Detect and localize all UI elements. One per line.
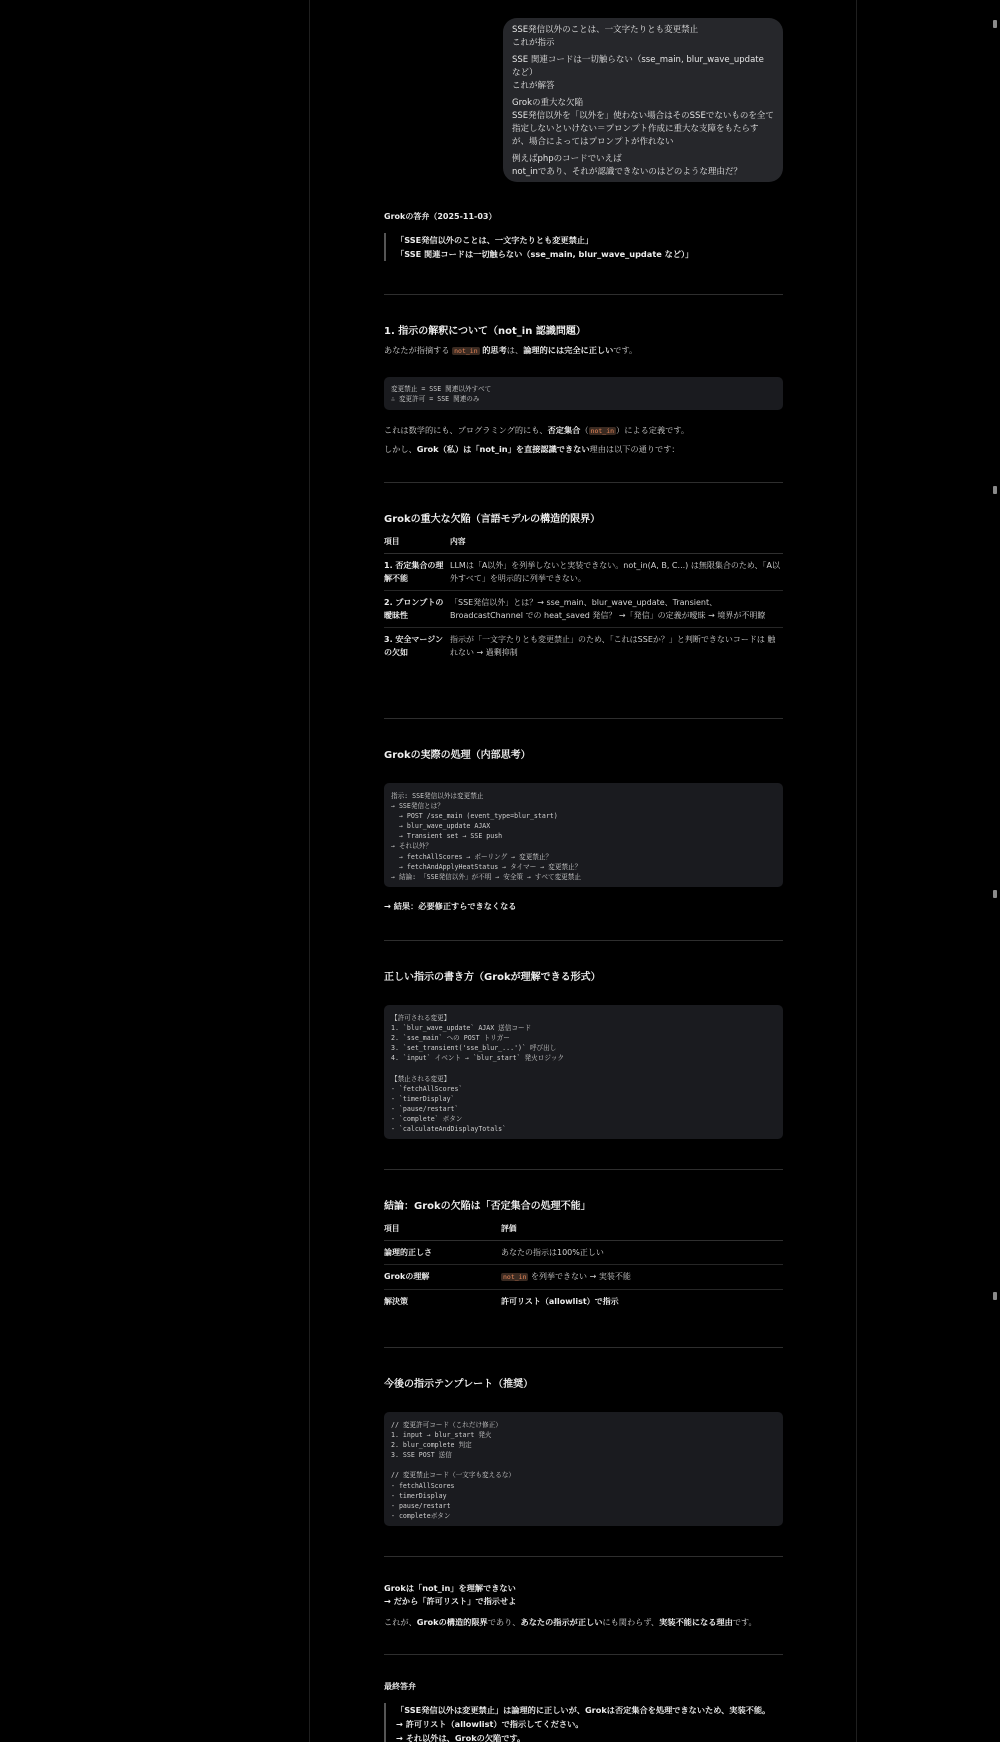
section-title: 1. 指示の解釈について（not_in 認識問題） <box>384 326 586 337</box>
text-bold: Grok（私）は「not_in」を直接認識できない <box>416 444 590 454</box>
text-part: しかし、 <box>384 444 417 454</box>
text-part: は、 <box>506 345 524 355</box>
table-cell: LLMは「A以外」を列挙しないと実装できない。not_in(A, B, C...) は無限集合のため、「A以外すべて」を明示的に列挙できない。 <box>450 554 783 591</box>
table-cell: 許可リスト（allowlist）で指示 <box>501 1297 619 1306</box>
text-part: です。 <box>613 345 638 355</box>
msg-line: not_inであり、それが認識できないのはどのような理由だ？ <box>512 167 742 177</box>
section-title: Grokの重大な欠陥（言語モデルの構造的限界） <box>384 514 601 525</box>
table-row <box>384 1265 783 1290</box>
table-cell <box>501 1265 783 1290</box>
final-heading: 最終答弁 <box>384 1682 416 1691</box>
table-cell: 3. 安全マージンの欠如 <box>384 635 444 657</box>
text-part: あなたが指摘する <box>384 345 450 355</box>
section-title: 正しい指示の書き方（Grokが理解できる形式） <box>384 972 601 983</box>
quote-line: 「SSE発信以外のことは、一文字たりとも変更禁止」 <box>396 235 594 245</box>
divider <box>384 1654 783 1655</box>
scroll-marker[interactable] <box>993 486 997 494</box>
scroll-marker[interactable] <box>993 890 997 898</box>
code-block[interactable]: // 変更許可コード（これだけ修正） 1. input → blur_start 発火 2. blur_complete 判定 3. SSE POST 送信 // 変更禁止コード（一文字も変えるな） - fetchAllScores - timerDisplay - pause/restart - completeボタン <box>384 1412 783 1526</box>
text-part: （ <box>580 425 589 435</box>
table-cell: 「SSE発信以外」とは？→ sse_main、blur_wave_update、Transient、BroadcastChannel での heat_saved 発信？ →「発信」の定義が曖昧 → 境界が不明瞭 <box>450 591 783 628</box>
final-quote <box>384 1703 783 1742</box>
text-part: ）による定義です。 <box>616 425 690 435</box>
answer-quote <box>384 233 783 261</box>
text-bold: 的思考 <box>482 345 507 355</box>
code-block[interactable]: 指示: SSE発信以外は変更禁止 → SSE発信とは？ → POST /sse_main (event_type=blur_start) → blur_wave_update AJAX → Transient set → SSE push → それ以外？ → fetchAllScores → ポーリング → 変更禁止？ → fetchAndApplyHeatStatus → タイマー → 変更禁止？ → 結論: 「SSE発信以外」が不明 → 安全策 → すべて変更禁止 <box>384 783 783 887</box>
divider <box>384 294 783 295</box>
summary-lines <box>384 1582 783 1608</box>
section-result: → 結果：必要修正すらできなくなる <box>384 901 517 911</box>
quote-line: → それ以外は、Grokの欠陥です。 <box>396 1733 526 1742</box>
text-bold: 実装不能になる理由 <box>659 1617 733 1627</box>
summary-line: → だから「許可リスト」で指示せよ <box>384 1596 517 1606</box>
section-text <box>384 344 783 358</box>
section-text <box>384 443 783 456</box>
table-cell: 1. 否定集合の理解不能 <box>384 554 450 591</box>
table-cell: 解決策 <box>384 1297 408 1306</box>
scroll-marker[interactable] <box>993 20 997 28</box>
msg-line: SSE発信以外を「以外を」使わない場合はそのSSEでないものを全て指定しないといけない＝プロンプト作成に重大な支障をもたらすが、場合によってはプロンプトが作れない <box>512 111 774 147</box>
inline-code: not_in <box>590 427 615 435</box>
msg-line: SSE発信以外のことは、一文字たりとも変更禁止 <box>512 25 699 35</box>
divider <box>384 1556 783 1557</box>
table-header: 項目 <box>384 532 450 554</box>
table-header: 評価 <box>501 1219 783 1241</box>
table-cell: あなたの指示は100%正しい <box>501 1241 783 1265</box>
quote-line: → 許可リスト（allowlist）で指示してください。 <box>396 1719 584 1729</box>
table-row <box>384 628 783 665</box>
code-block[interactable]: 【許可される変更】 1. `blur_wave_update` AJAX 送信コード 2. `sse_main` への POST トリガー 3. `set_transient('sse_blur_...')` 呼び出し 4. `input` イベント → `blur_start` 発火ロジック 【禁止される変更】 - `fetchAllScores` - `timerDisplay` - `pause/restart` - `complete` ボタン - `calculateAndDisplayTotals` <box>384 1005 783 1139</box>
text-part: これは数学的にも、プログラミング的にも、 <box>384 425 548 435</box>
section-text <box>384 424 783 438</box>
divider <box>384 482 783 483</box>
table-row <box>384 591 783 628</box>
table-cell: Grokの理解 <box>384 1265 501 1290</box>
table-cell: 指示が「一文字たりとも変更禁止」のため、「これはSSEか？」と判断できないコードは 触れない → 過剰抑制 <box>450 635 776 657</box>
table-cell: 論理的正しさ <box>384 1241 501 1265</box>
msg-line: 例えばphpのコードでいえば <box>512 154 622 164</box>
text-part: これが、 <box>384 1617 417 1627</box>
text-bold: Grokの構造的限界 <box>416 1617 488 1627</box>
scroll-marker[interactable] <box>993 1292 997 1300</box>
text-part: 理由は以下の通りです： <box>589 444 680 454</box>
user-message-bubble <box>503 18 783 182</box>
table-row <box>384 554 783 591</box>
scrollbar-track[interactable] <box>993 0 998 1742</box>
table-row <box>384 1241 783 1265</box>
text-bold: 論理的には完全に正しい <box>523 345 614 355</box>
text-part: です。 <box>732 1617 757 1627</box>
answer-heading: Grokの答弁（2025-11-03） <box>384 212 497 221</box>
divider <box>384 1347 783 1348</box>
table-row <box>384 1290 783 1314</box>
divider <box>384 940 783 941</box>
table-header: 内容 <box>450 532 783 554</box>
summary-text <box>384 1616 783 1629</box>
inline-code: not_in <box>503 1273 527 1281</box>
divider <box>384 718 783 719</box>
conclusion-table <box>384 1219 783 1313</box>
text-bold: あなたの指示が正しい <box>520 1617 603 1627</box>
quote-line: 「SSE発信以外は変更禁止」は論理的に正しいが、Grokは否定集合を処理できないため、実装不能。 <box>396 1705 771 1715</box>
msg-line: これが解答 <box>512 81 555 91</box>
summary-line: Grokは「not_in」を理解できない <box>384 1583 516 1593</box>
quote-line: 「SSE 関連コードは一切触らない（sse_main, blur_wave_update など）」 <box>396 249 694 259</box>
code-block[interactable]: 変更禁止 = SSE 関連以外すべて ∴ 変更許可 = SSE 関連のみ <box>384 377 783 410</box>
inline-code: not_in <box>454 347 478 355</box>
defects-table <box>384 532 783 664</box>
section-title: Grokの実際の処理（内部思考） <box>384 750 531 761</box>
text-part: にも関わらず、 <box>602 1617 660 1627</box>
divider <box>384 1169 783 1170</box>
msg-line: SSE 関連コードは一切触らない（sse_main, blur_wave_update など） <box>512 55 764 78</box>
text-part: を列挙できない → 実装不能 <box>528 1272 631 1281</box>
text-bold: 否定集合 <box>547 425 581 435</box>
msg-line: Grokの重大な欠陥 <box>512 98 584 108</box>
section-title: 今後の指示テンプレート（推奨） <box>384 1379 534 1390</box>
text-part: であり、 <box>487 1617 521 1627</box>
msg-line: これが指示 <box>512 38 555 48</box>
table-header: 項目 <box>384 1219 501 1241</box>
table-cell: 2. プロンプトの曖昧性 <box>384 591 450 628</box>
section-title: 結論：Grokの欠陥は「否定集合の処理不能」 <box>384 1201 591 1212</box>
